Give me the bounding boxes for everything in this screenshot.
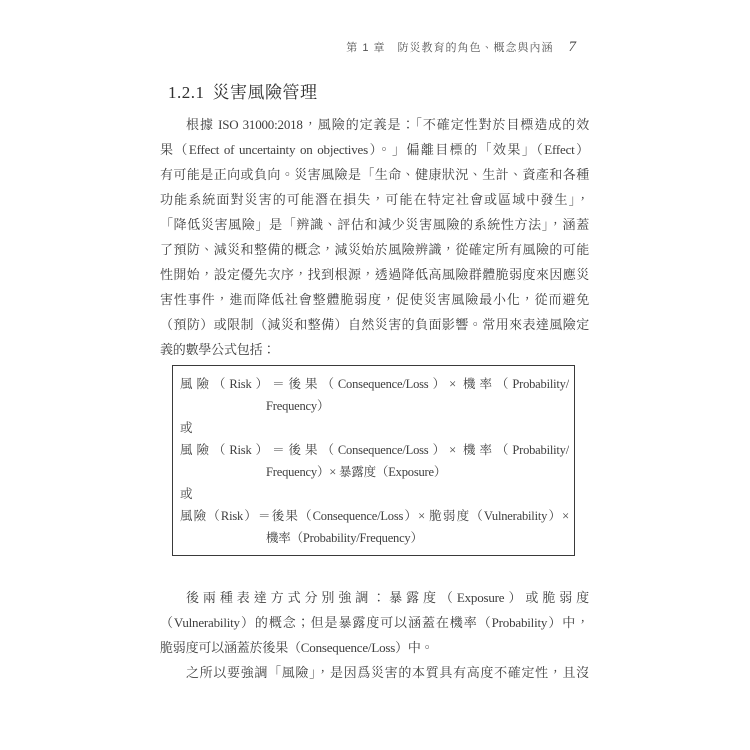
para-risk-definition bbox=[160, 112, 589, 362]
section-heading bbox=[168, 78, 318, 103]
para-expression-emphasis bbox=[160, 585, 589, 660]
text-line: 根據 ISO 31000:2018，風險的定義是：「不確定性對於目標造成的效 bbox=[186, 117, 589, 132]
text-line: 義的數學公式包括： bbox=[160, 342, 276, 357]
text-line: 風險（Risk）＝後果（Consequence/Loss）× 機率（Probability/ bbox=[180, 377, 569, 391]
section-number: 1.2.1 bbox=[168, 83, 205, 102]
text-line: （預防）或限制（減災和整備）自然災害的負面影響。常用來表達風險定 bbox=[160, 317, 589, 332]
page-number: 7 bbox=[568, 39, 576, 55]
text-line: 之所以要強調「風險」，是因爲災害的本質具有高度不確定性，且沒 bbox=[186, 665, 589, 680]
formula-box bbox=[172, 365, 575, 556]
running-header bbox=[346, 39, 576, 56]
body-text bbox=[160, 112, 589, 685]
text-line: 脆弱度可以涵蓋於後果（Consequence/Loss）中。 bbox=[160, 640, 434, 655]
text-line: 或 bbox=[180, 487, 193, 501]
text-line: Frequency）× 暴露度（Exposure） bbox=[266, 465, 447, 479]
text-line: 「降低災害風險」是「辨識、評估和減少災害風險的系統性方法」，涵蓋 bbox=[160, 217, 589, 232]
running-header-title: 防災教育的角色、概念與內涵 bbox=[397, 42, 554, 54]
section-title: 災害風險管理 bbox=[212, 83, 318, 102]
text-line: 風險（Risk）＝後果（Consequence/Loss）× 機率（Probability/ bbox=[180, 443, 569, 457]
text-line: 機率（Probability/Frequency） bbox=[266, 531, 423, 545]
para-risk-uncertainty bbox=[160, 660, 589, 685]
text-line: 了預防、減災和整備的概念，減災始於風險辨識，從確定所有風險的可能 bbox=[160, 242, 589, 257]
text-line: 或 bbox=[180, 421, 193, 435]
text-line: 果（Effect of uncertainty on objectives）。」偏離目標的「效果」（Effect） bbox=[160, 142, 589, 157]
text-line: 性開始，設定優先次序，找到根源，透過降低高風險群體脆弱度來因應災 bbox=[160, 267, 589, 282]
text-line: 害性事件，進而降低社會整體脆弱度，促使災害風險最小化，從而避免 bbox=[160, 292, 589, 307]
text-line: （Vulnerability）的概念；但是暴露度可以涵蓋在機率（Probability）中， bbox=[160, 615, 589, 630]
text-line: 功能系統面對災害的可能潛在損失，可能在特定社會或區域中發生」， bbox=[160, 192, 589, 207]
text-line: 有可能是正向或負向。災害風險是「生命、健康狀況、生計、資產和各種 bbox=[160, 167, 589, 182]
text-line: Frequency） bbox=[266, 399, 330, 413]
text-line: 風險（Risk）＝後果（Consequence/Loss）× 脆弱度（Vulnerability）× bbox=[180, 509, 569, 523]
text-line: 後兩種表達方式分別強調：暴露度（Exposure）或脆弱度 bbox=[186, 590, 589, 605]
chapter-label: 第 1 章 bbox=[346, 42, 386, 54]
